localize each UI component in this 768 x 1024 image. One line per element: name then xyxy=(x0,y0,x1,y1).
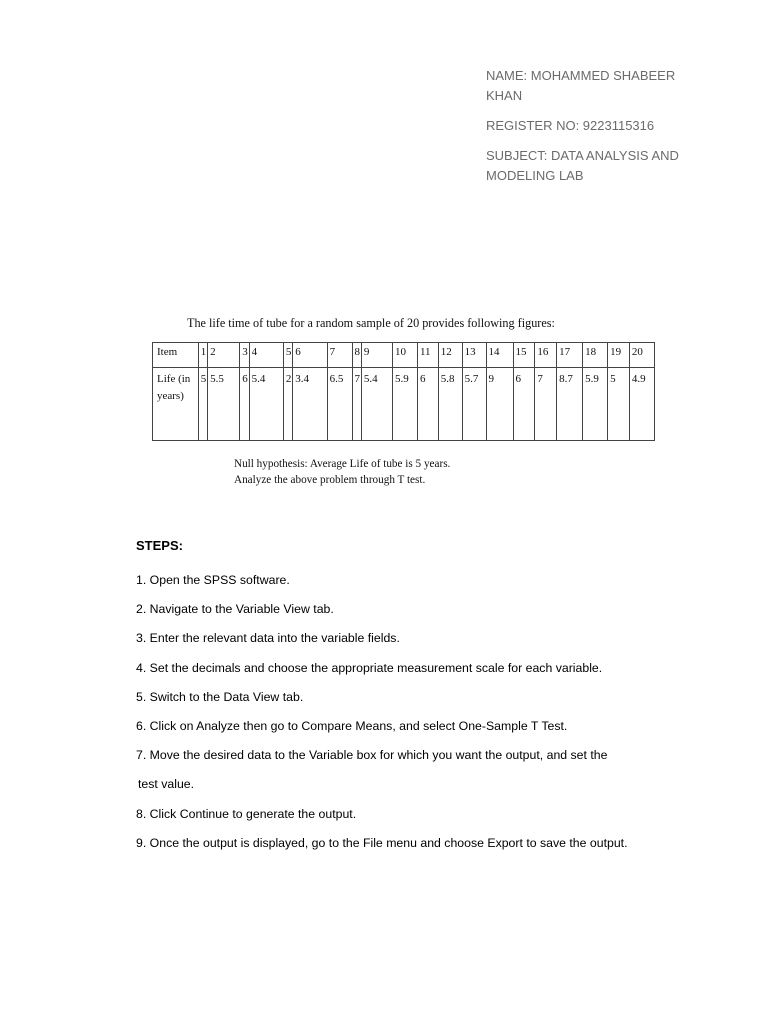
item-cell: 20 xyxy=(629,343,654,368)
item-cell: 19 xyxy=(608,343,630,368)
item-cell: 4 xyxy=(249,343,283,368)
item-cell: 9 xyxy=(361,343,392,368)
step-item: 3. Enter the relevant data into the variable fields. xyxy=(136,631,400,646)
step-item: 5. Switch to the Data View tab. xyxy=(136,689,304,704)
life-cell: 5 xyxy=(608,368,630,441)
step-item: 1. Open the SPSS software. xyxy=(136,573,290,587)
life-cell: 4.9 xyxy=(629,368,654,441)
hypothesis-note xyxy=(234,456,450,488)
item-cell: 12 xyxy=(438,343,462,368)
tube-life-table xyxy=(152,342,655,441)
life-cell: 5.4 xyxy=(361,368,392,441)
step-item: 9. Once the output is displayed, go to the File menu and choose Export to save the output. xyxy=(136,835,628,850)
item-cell: 1 xyxy=(198,343,207,368)
problem-figure xyxy=(152,313,662,493)
item-cell: 16 xyxy=(535,343,557,368)
student-info xyxy=(486,66,696,196)
steps-list xyxy=(136,566,696,858)
item-cell: 3 xyxy=(240,343,249,368)
life-cell: 7 xyxy=(535,368,557,441)
item-cell: 17 xyxy=(557,343,583,368)
life-cell: 5.7 xyxy=(462,368,486,441)
life-cell: 6.5 xyxy=(327,368,352,441)
figure-title: The life time of tube for a random sample of 20 provides following figures: xyxy=(187,316,555,330)
step-item-continuation: test value. xyxy=(138,777,195,792)
step-item: 2. Navigate to the Variable View tab. xyxy=(136,602,334,617)
steps-heading: STEPS: xyxy=(136,538,183,553)
life-cell: 5.4 xyxy=(249,368,283,441)
step-item: 7. Move the desired data to the Variable box for which you want the output, and set the xyxy=(136,748,608,763)
life-cell: 5.9 xyxy=(583,368,608,441)
step-item: 4. Set the decimals and choose the appropriate measurement scale for each variable. xyxy=(136,660,603,675)
life-cell: 8.7 xyxy=(557,368,583,441)
item-cell: 15 xyxy=(513,343,535,368)
life-cell: 6 xyxy=(417,368,438,441)
life-cell: 2 xyxy=(283,368,292,441)
analysis-instruction: Analyze the above problem through T test. xyxy=(234,474,426,486)
life-cell: 3.4 xyxy=(293,368,327,441)
register-number: REGISTER NO: 9223115316 xyxy=(486,118,655,133)
item-cell: 2 xyxy=(208,343,240,368)
item-cell: 10 xyxy=(393,343,418,368)
item-cell: 8 xyxy=(352,343,361,368)
life-cell: 6 xyxy=(513,368,535,441)
step-item: 6. Click on Analyze then go to Compare Means, and select One-Sample T Test. xyxy=(136,719,568,734)
life-cell: 7 xyxy=(352,368,361,441)
life-row xyxy=(153,368,655,441)
item-cell: 18 xyxy=(583,343,608,368)
life-cell: 5 xyxy=(198,368,207,441)
subject-line: SUBJECT: DATA ANALYSIS AND MODELING LAB xyxy=(486,148,679,183)
item-cell: 6 xyxy=(293,343,327,368)
item-cell: 13 xyxy=(462,343,486,368)
life-cell: 5.9 xyxy=(393,368,418,441)
item-cell: 14 xyxy=(486,343,513,368)
student-name: NAME: MOHAMMED SHABEER KHAN xyxy=(486,68,676,103)
life-cell: 5.8 xyxy=(438,368,462,441)
item-cell: 5 xyxy=(283,343,292,368)
null-hypothesis: Null hypothesis: Average Life of tube is 5 years. xyxy=(234,458,451,470)
life-cell: 5.5 xyxy=(208,368,240,441)
item-cell: 7 xyxy=(327,343,352,368)
life-label: Life (in years) xyxy=(153,368,199,441)
item-label: Item xyxy=(153,343,199,368)
item-row xyxy=(153,343,655,368)
life-cell: 6 xyxy=(240,368,249,441)
step-item: 8. Click Continue to generate the output. xyxy=(136,806,357,821)
life-cell: 9 xyxy=(486,368,513,441)
steps-section xyxy=(136,537,696,858)
item-cell: 11 xyxy=(417,343,438,368)
